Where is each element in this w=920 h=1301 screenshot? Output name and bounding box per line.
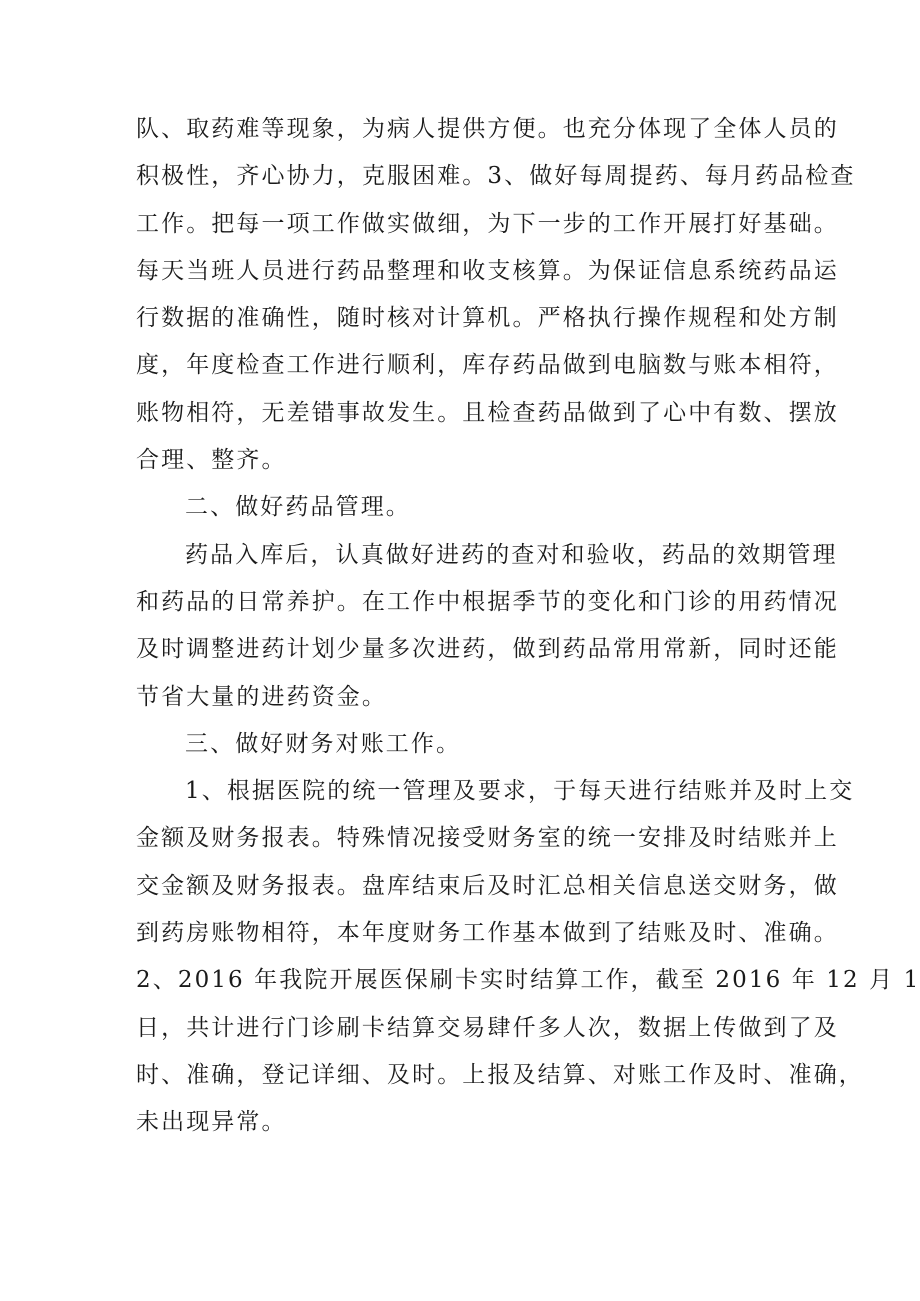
text-line: 时、准确，登记详细、及时。上报及结算、对账工作及时、准确， <box>136 1061 864 1088</box>
text-line: 每天当班人员进行药品整理和收支核算。为保证信息系统药品运 <box>136 257 839 284</box>
section-heading: 二、做好药品管理。 <box>185 494 411 521</box>
text-line: 到药房账物相符，本年度财务工作基本做到了结账及时、准确。 <box>136 920 839 947</box>
document-body <box>136 106 920 1147</box>
text-line: 工作。把每一项工作做实做细，为下一步的工作开展打好基础。 <box>136 210 839 237</box>
text-line: 交金额及财务报表。盘库结束后及时汇总相关信息送交财务，做 <box>136 872 839 899</box>
text-line: 合理、整齐。 <box>136 447 287 474</box>
text-line: 和药品的日常养护。在工作中根据季节的变化和门诊的用药情况 <box>136 588 839 615</box>
text-line: 日，共计进行门诊刷卡结算交易肆仟多人次，数据上传做到了及 <box>136 1014 839 1041</box>
text-line: 行数据的准确性，随时核对计算机。严格执行操作规程和处方制 <box>136 305 839 332</box>
text-line: 2、2016 年我院开展医保刷卡实时结算工作，截至 2016 年 12 月 1 <box>136 967 920 994</box>
text-line: 队、取药难等现象，为病人提供方便。也充分体现了全体人员的 <box>136 116 839 142</box>
text-line: 未出现异常。 <box>136 1109 287 1136</box>
text-line: 药品入库后，认真做好进药的查对和验收，药品的效期管理 <box>185 541 838 568</box>
text-line: 金额及财务报表。特殊情况接受财务室的统一安排及时结账并上 <box>136 825 839 852</box>
text-line: 账物相符，无差错事故发生。且检查药品做到了心中有数、摆放 <box>136 399 839 426</box>
text-line: 节省大量的进药资金。 <box>136 683 387 710</box>
text-line: 度，年度检查工作进行顺利，库存药品做到电脑数与账本相符， <box>136 352 839 379</box>
section-heading: 三、做好财务对账工作。 <box>185 730 462 757</box>
text-line: 积极性，齐心协力，克服困难。3、做好每周提药、每月药品检查 <box>136 163 856 190</box>
text-line: 1、根据医院的统一管理及要求，于每天进行结账并及时上交 <box>185 778 855 805</box>
text-line: 及时调整进药计划少量多次进药，做到药品常用常新，同时还能 <box>136 636 839 663</box>
